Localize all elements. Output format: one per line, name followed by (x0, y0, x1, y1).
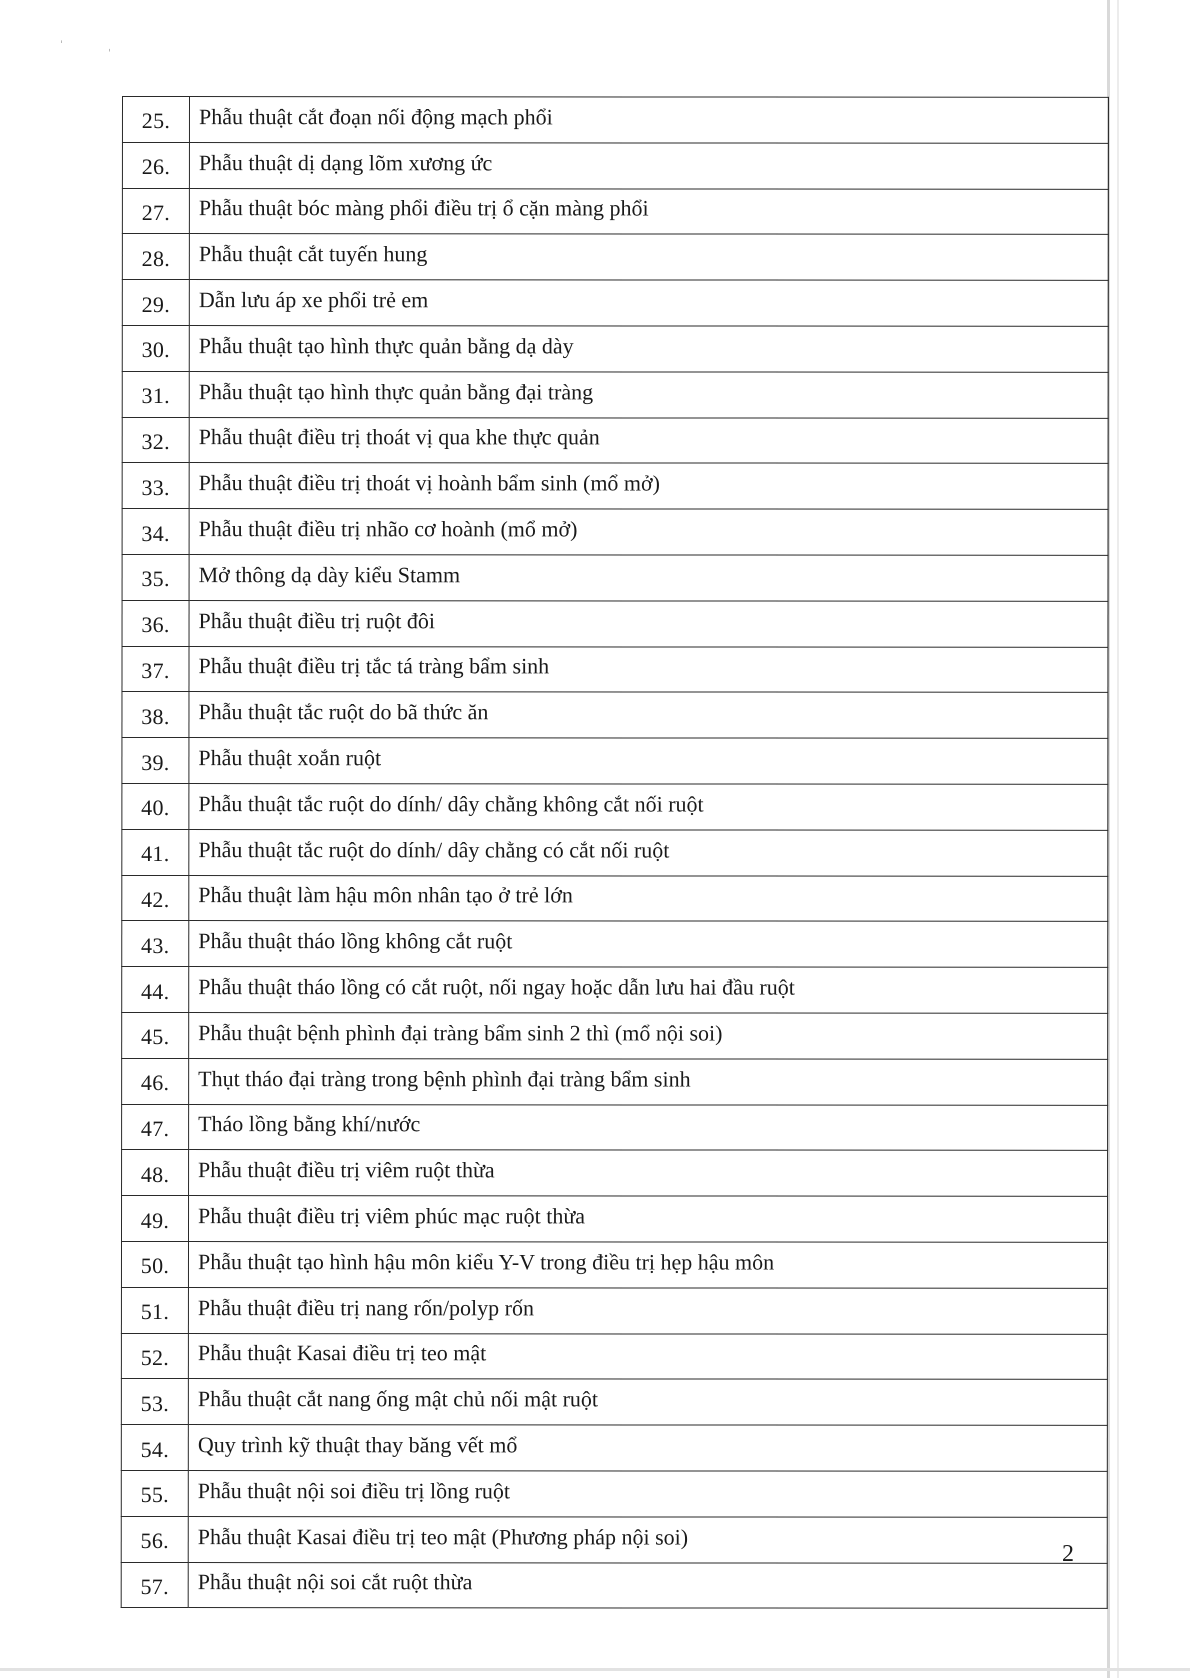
row-number: 51. (121, 1287, 188, 1333)
procedure-name: Phẫu thuật nội soi điều trị lồng ruột (188, 1470, 1107, 1517)
table-row (122, 738, 1108, 785)
procedure-name: Dẫn lưu áp xe phổi trẻ em (189, 280, 1108, 327)
table-row (121, 1333, 1107, 1380)
table-row (122, 692, 1108, 739)
table-row (121, 1241, 1107, 1288)
row-number: 48. (122, 1150, 189, 1196)
row-number: 46. (122, 1058, 189, 1104)
procedure-name: Thụt tháo đại tràng trong bệnh phình đại tràng bẩm sinh (189, 1058, 1108, 1105)
table-row (121, 1470, 1107, 1517)
procedure-name: Phẫu thuật điều trị thoát vị qua khe thực quản (189, 417, 1108, 464)
table-row (122, 1196, 1108, 1243)
row-number: 57. (121, 1562, 188, 1608)
procedure-name: Phẫu thuật điều trị nang rốn/polyp rốn (188, 1287, 1107, 1334)
procedure-name: Phẫu thuật điều trị viêm phúc mạc ruột thừa (189, 1196, 1108, 1243)
row-number: 53. (121, 1379, 188, 1425)
procedure-name: Phẫu thuật Kasai điều trị teo mật (Phương pháp nội soi) (188, 1516, 1107, 1563)
procedure-name: Phẫu thuật tắc ruột do bã thức ăn (189, 692, 1108, 739)
row-number: 54. (121, 1425, 188, 1471)
procedure-name: Phẫu thuật điều trị ruột đôi (189, 600, 1108, 647)
procedure-name: Phẫu thuật tạo hình thực quản bằng dạ dày (189, 326, 1108, 373)
procedure-table (121, 96, 1109, 1609)
table-row (122, 1150, 1108, 1197)
row-number: 41. (122, 829, 189, 875)
procedure-name: Phẫu thuật điều trị viêm ruột thừa (189, 1150, 1108, 1197)
procedure-name: Phẫu thuật tắc ruột do dính/ dây chằng không cắt nối ruột (189, 784, 1108, 831)
procedure-name: Phẫu thuật tháo lồng không cắt ruột (189, 921, 1108, 968)
table-row (121, 1562, 1107, 1609)
table-row (122, 142, 1108, 189)
procedure-name: Phẫu thuật cắt tuyến hung (189, 234, 1108, 281)
table-row (122, 417, 1108, 464)
procedure-name: Phẫu thuật Kasai điều trị teo mật (188, 1333, 1107, 1380)
table-row (122, 783, 1108, 830)
row-number: 40. (122, 783, 189, 829)
row-number: 29. (122, 280, 189, 326)
row-number: 43. (122, 921, 189, 967)
row-number: 27. (122, 188, 189, 234)
procedure-name: Phẫu thuật điều trị tắc tá tràng bẩm sinh (189, 646, 1108, 693)
procedure-name: Phẫu thuật cắt đoạn nối động mạch phổi (189, 97, 1108, 144)
row-number: 30. (122, 325, 189, 371)
table-row (122, 875, 1108, 922)
table-row (121, 1287, 1107, 1334)
row-number: 45. (122, 1012, 189, 1058)
row-number: 36. (122, 600, 189, 646)
row-number: 33. (122, 463, 189, 509)
table-row (122, 1104, 1108, 1151)
row-number: 34. (122, 509, 189, 555)
table-row (122, 325, 1108, 372)
row-number: 50. (121, 1241, 188, 1287)
table-row (122, 188, 1108, 235)
table-row (122, 97, 1108, 144)
table-row (122, 1058, 1108, 1105)
procedure-table-body (121, 97, 1108, 1609)
procedure-name: Quy trình kỹ thuật thay băng vết mổ (188, 1425, 1107, 1472)
procedure-name: Phẫu thuật bóc màng phổi điều trị ổ cặn màng phổi (189, 188, 1108, 235)
procedure-name: Phẫu thuật nội soi cắt ruột thừa (188, 1562, 1107, 1609)
row-number: 55. (121, 1470, 188, 1516)
procedure-name: Phẫu thuật tắc ruột do dính/ dây chằng có cắt nối ruột (189, 829, 1108, 876)
row-number: 26. (122, 142, 189, 188)
row-number: 47. (122, 1104, 189, 1150)
procedure-name: Phẫu thuật bệnh phình đại tràng bẩm sinh 2 thì (mổ nội soi) (189, 1012, 1108, 1059)
procedure-name: Phẫu thuật xoắn ruột (189, 738, 1108, 785)
row-number: 38. (122, 692, 189, 738)
table-row (122, 371, 1108, 418)
table-row (122, 509, 1108, 556)
table-row (121, 1425, 1107, 1472)
procedure-name: Mở thông dạ dày kiểu Stamm (189, 555, 1108, 602)
row-number: 28. (122, 234, 189, 280)
procedure-name: Phẫu thuật điều trị thoát vị hoành bẩm sinh (mổ mở) (189, 463, 1108, 510)
row-number: 37. (122, 646, 189, 692)
row-number: 56. (121, 1516, 188, 1562)
table-row (122, 600, 1108, 647)
table-row (122, 967, 1108, 1014)
table-row (121, 1516, 1107, 1563)
table-row (122, 234, 1108, 281)
procedure-name: Phẫu thuật cắt nang ống mật chủ nối mật ruột (188, 1379, 1107, 1426)
row-number: 44. (122, 967, 189, 1013)
scan-speck: ˈ (60, 40, 63, 51)
procedure-name: Phẫu thuật dị dạng lõm xương ức (189, 142, 1108, 189)
row-number: 31. (122, 371, 189, 417)
table-row (122, 829, 1108, 876)
row-number: 25. (122, 97, 189, 143)
procedure-name: Phẫu thuật tạo hình thực quản bằng đại tràng (189, 371, 1108, 418)
procedure-name: Phẫu thuật tháo lồng có cắt ruột, nối ngay hoặc dẫn lưu hai đầu ruột (189, 967, 1108, 1014)
procedure-name: Phẫu thuật điều trị nhão cơ hoành (mổ mở) (189, 509, 1108, 556)
procedure-name: Phẫu thuật làm hậu môn nhân tạo ở trẻ lớn (189, 875, 1108, 922)
row-number: 39. (122, 738, 189, 784)
table-row (121, 1379, 1107, 1426)
table-row (122, 646, 1108, 693)
scan-edge-right-inner (1117, 0, 1119, 1678)
procedure-name: Phẫu thuật tạo hình hậu môn kiểu Y-V trong điều trị hẹp hậu môn (188, 1241, 1107, 1288)
table-row (122, 921, 1108, 968)
scan-speck: ˌ (108, 42, 111, 53)
page-number: 2 (1062, 1541, 1074, 1567)
procedure-name: Tháo lồng bằng khí/nước (189, 1104, 1108, 1151)
table-row (122, 280, 1108, 327)
row-number: 49. (122, 1196, 189, 1242)
table-row (122, 1012, 1108, 1059)
table-row (122, 554, 1108, 601)
row-number: 42. (122, 875, 189, 921)
scan-edge-bottom (0, 1668, 1190, 1671)
row-number: 32. (122, 417, 189, 463)
row-number: 35. (122, 554, 189, 600)
row-number: 52. (121, 1333, 188, 1379)
table-row (122, 463, 1108, 510)
